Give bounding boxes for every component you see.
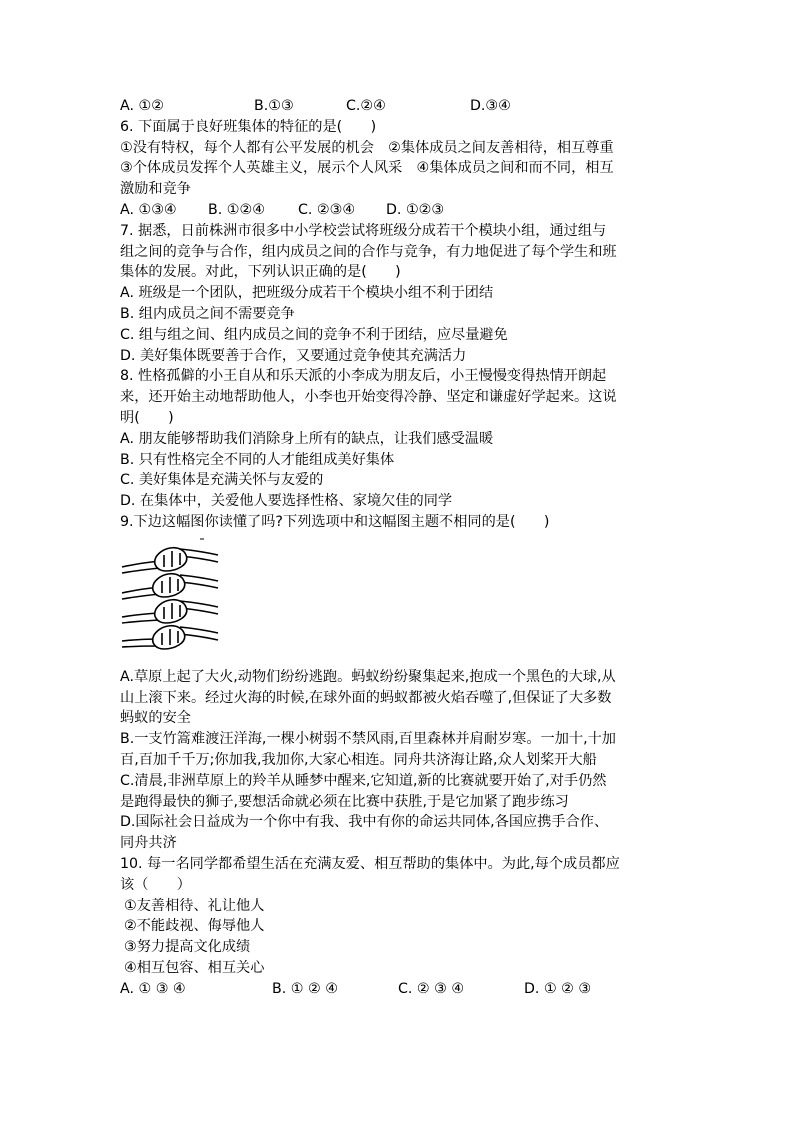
q5-option-a: A. ①② [120,98,164,114]
q10-stem-line: 该（ ） [120,876,191,893]
q9-stem: 9.下边这幅图你读懂了吗?下列选项中和这幅图主题不相同的是( ) [120,513,550,530]
q7-option-a: A. 班级是一个团队，把班级分成若干个模块小组不利于团结 [120,285,494,302]
q9-option-c-line: C.清晨,非洲草原上的羚羊从睡梦中醒来,它知道,新的比赛就要开始了,对手仍然 [120,772,607,789]
q6-item-line: ③个体成员发挥个人英雄主义，展示个人风采 ④集体成员之间和而不同，相互 [120,160,614,177]
q6-option-d: D. ①②③ [386,201,445,218]
q10-item: ③努力提高文化成绩 [124,939,251,956]
q9-option-d-line: 同舟共济 [120,835,177,852]
q10-options [120,979,680,1000]
linked-hands-illustration [120,537,220,659]
q8-option-a: A. 朋友能够帮助我们消除身上所有的缺点，让我们感受温暖 [120,430,494,447]
q7-option-c: C. 组与组之间、组内成员之间的竞争不利于团结，应尽量避免 [120,326,508,343]
q8-stem-line: 8. 性格孤僻的小王自从和乐天派的小李成为朋友后，小王慢慢变得热情开朗起 [120,368,607,385]
q10-option-c: C. ② ③ ④ [398,980,465,997]
q7-stem-line: 7. 据悉，日前株洲市很多中小学校尝试将班级分成若干个模块小组，通过组与 [120,222,607,239]
q8-stem-line: 明( ) [120,409,174,426]
q6-item-line: ①没有特权，每个人都有公平发展的机会 ②集体成员之间友善相待，相互尊重 [120,139,614,156]
q7-option-b: B. 组内成员之间不需要竞争 [120,305,295,322]
q7-stem-line: 组之间的竞争与合作，组内成员之间的合作与竞争，有力地促进了每个学生和班 [120,243,617,260]
q10-item: ②不能歧视、侮辱他人 [124,918,265,935]
linked-hands-icon [120,537,220,659]
q7-stem-line: 集体的发展。对此，下列认识正确的是( ) [120,264,401,281]
q10-item: ④相互包容、相互关心 [124,959,265,976]
exam-page [120,96,680,999]
q7-option-d: D. 美好集体既要善于合作，又要通过竞争使其充满活力 [120,347,467,364]
q9-option-c-line: 是跑得最快的狮子,要想活命就必须在比赛中获胜,于是它加紧了跑步练习 [120,793,569,810]
q10-option-a: A. ① ③ ④ [120,980,186,997]
q10-option-b: B. ① ② ④ [272,980,338,997]
q6-options [120,200,680,221]
q5-option-d: D.③④ [470,98,511,114]
q10-option-d: D. ① ② ③ [524,980,592,997]
q6-option-a: A. ①③④ [120,201,177,218]
q9-option-b-line: B.一支竹篙难渡汪洋海,一棵小树弱不禁风雨,百里森林并肩耐岁寒。一加十,十加 [120,731,616,748]
q6-option-b: B. ①②④ [208,201,265,218]
q10-item: ①友善相待、礼让他人 [124,897,265,914]
q9-option-a-line: 山上滚下来。经过火海的时候,在球外面的蚂蚁都被火焰吞噬了,但保证了大多数 [120,689,612,706]
q8-option-c: C. 美好集体是充满关怀与友爱的 [120,472,324,489]
q6-option-c: C. ②③④ [298,201,356,218]
q5-option-c: C.②④ [346,98,386,114]
q5-option-b: B.①③ [254,98,294,114]
q9-option-a-line: A.草原上起了大火,动物们纷纷逃跑。蚂蚁纷纷聚集起来,抱成一个黑色的大球,从 [120,668,616,685]
q6-item-line: 激励和竞争 [120,181,191,198]
q9-option-d-line: D.国际社会日益成为一个你中有我、我中有你的命运共同体,各国应携手合作、 [120,814,609,831]
q5-options [120,96,680,117]
q10-stem-line: 10. 每一名同学都希望生活在充满友爱、相互帮助的集体中。为此,每个成员都应 [120,855,620,872]
q8-stem-line: 来，还开始主动地帮助他人，小李也开始变得冷静、坚定和谦虚好学起来。这说 [120,389,617,406]
q9-option-a-line: 蚂蚁的安全 [120,710,191,727]
q8-option-d: D. 在集体中，关爱他人要选择性格、家境欠佳的同学 [120,493,453,510]
q8-option-b: B. 只有性格完全不同的人才能组成美好集体 [120,451,395,468]
q6-stem: 6. 下面属于良好班集体的特征的是( ) [120,118,377,135]
q9-option-b-line: 百,百加千千万;你加我,我加你,大家心相连。同舟共济海让路,众人划桨开大船 [120,751,597,768]
